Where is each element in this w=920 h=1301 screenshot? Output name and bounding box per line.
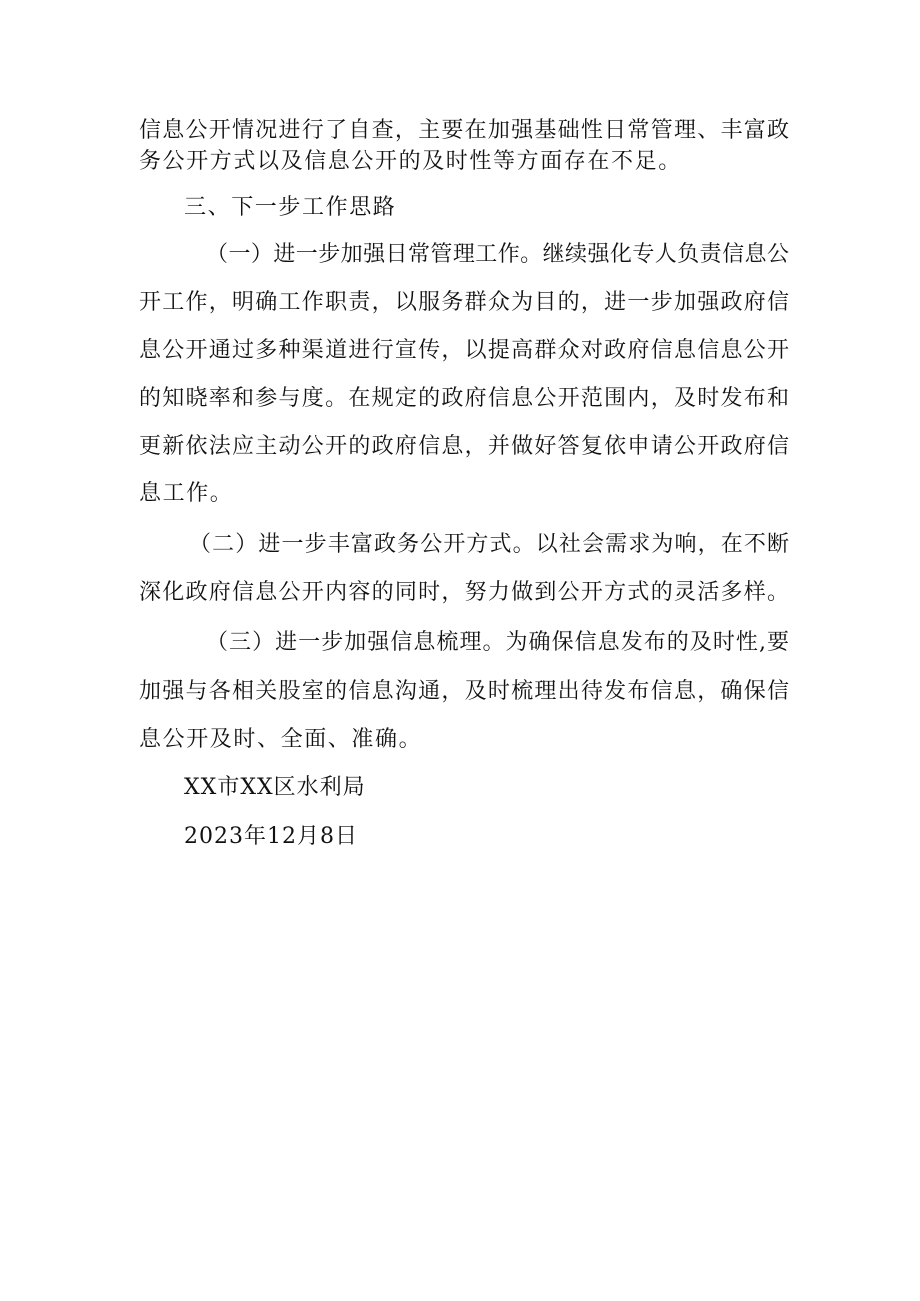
para1-line-5: 更新依法应主动公开的政府信息，并做好答复依申请公开政府信 [139,434,789,459]
section-heading: 三、下一步工作思路 [184,195,397,220]
para1-line-6: 息工作。 [139,481,234,506]
para3-line-3: 息公开及时、全面、准确。 [139,727,423,752]
para1-line-2: 开工作，明确工作职责，以服务群众为目的，进一步加强政府信 [139,290,789,315]
para1-line-1: （一）进一步加强日常管理工作。继续强化专人负责信息公 [206,242,789,267]
signature-date: 2023年12月8日 [184,824,358,849]
intro-line-1: 信息公开情况进行了自查，主要在加强基础性日常管理、丰富政 [139,118,789,143]
para2-line-2: 深化政府信息公开内容的同时，努力做到公开方式的灵活多样。 [139,580,789,605]
para2-line-1: （二）进一步丰富政务公开方式。以社会需求为响，在不断 [189,532,789,557]
para1-line-3: 息公开通过多种渠道进行宣传，以提高群众对政府信息信息公开 [139,338,789,363]
intro-line-2: 务公开方式以及信息公开的及时性等方面存在不足。 [139,149,682,174]
para3-line-1: （三）进一步加强信息梳理。为确保信息发布的及时性,要 [206,630,789,655]
para1-line-4: 的知晓率和参与度。在规定的政府信息公开范围内，及时发布和 [139,386,789,411]
signature-organization: XX市XX区水利局 [184,775,366,800]
para3-line-2: 加强与各相关股室的信息沟通，及时梳理出待发布信息，确保信 [139,679,789,704]
